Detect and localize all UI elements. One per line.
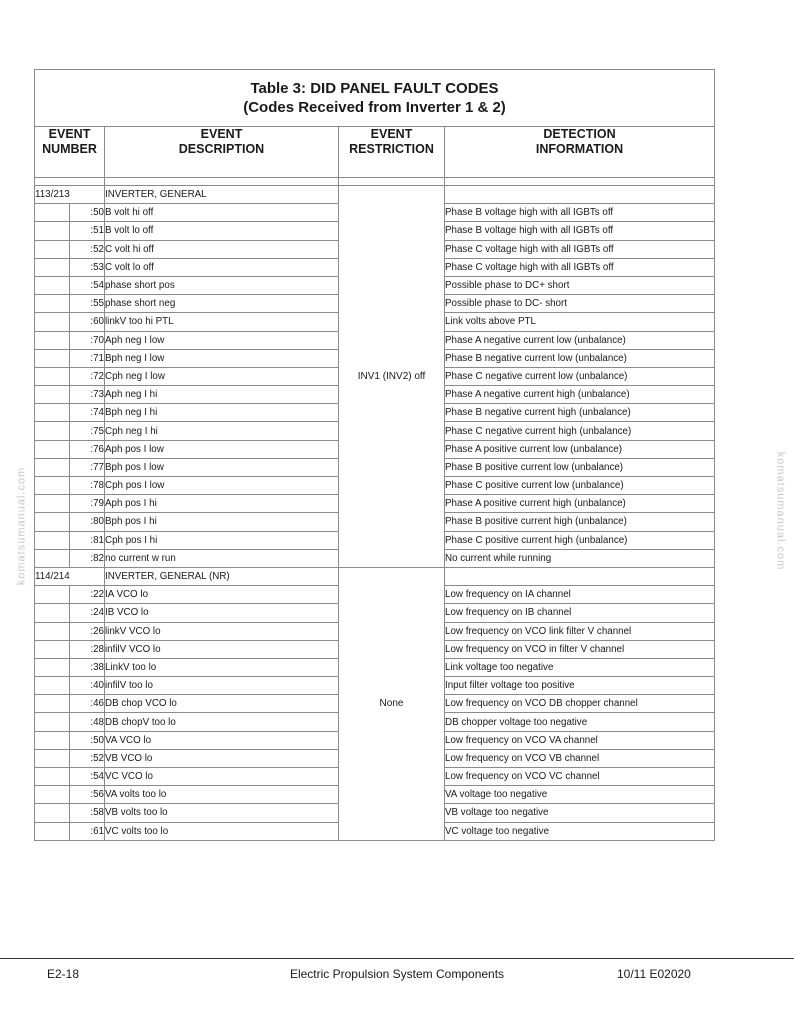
event-description: VC volts too lo	[105, 822, 339, 840]
detection-information: Phase B voltage high with all IGBTs off	[445, 222, 715, 240]
event-subcode: :77	[70, 458, 105, 476]
indent-cell	[35, 749, 70, 767]
detection-information: Input filter voltage too positive	[445, 677, 715, 695]
event-subcode: :56	[70, 786, 105, 804]
footer-divider	[0, 958, 794, 959]
event-subcode: :28	[70, 640, 105, 658]
event-description: B volt lo off	[105, 222, 339, 240]
detection-information: Phase C negative current low (unbalance)	[445, 367, 715, 385]
detection-information: Low frequency on IA channel	[445, 586, 715, 604]
event-subcode: :76	[70, 440, 105, 458]
event-subcode: :55	[70, 295, 105, 313]
header-event-number: EVENT NUMBER	[35, 127, 105, 178]
detection-information: Phase A negative current high (unbalance)	[445, 386, 715, 404]
event-subcode: :26	[70, 622, 105, 640]
detection-information: Low frequency on VCO DB chopper channel	[445, 695, 715, 713]
event-number: 114/214	[35, 567, 105, 585]
detection-information: Possible phase to DC- short	[445, 295, 715, 313]
event-subcode: :22	[70, 586, 105, 604]
detection-information: Phase A negative current low (unbalance)	[445, 331, 715, 349]
header-spacer-row	[35, 178, 715, 186]
detection-information	[445, 186, 715, 204]
detection-information: Phase B voltage high with all IGBTs off	[445, 204, 715, 222]
indent-cell	[35, 440, 70, 458]
event-description: Aph pos I low	[105, 440, 339, 458]
detection-information: Phase B positive current high (unbalance)	[445, 513, 715, 531]
indent-cell	[35, 586, 70, 604]
indent-cell	[35, 386, 70, 404]
event-description: B volt hi off	[105, 204, 339, 222]
detection-information: No current while running	[445, 549, 715, 567]
indent-cell	[35, 276, 70, 294]
indent-cell	[35, 513, 70, 531]
event-description: Cph pos I hi	[105, 531, 339, 549]
detection-information: Link volts above PTL	[445, 313, 715, 331]
indent-cell	[35, 313, 70, 331]
detection-information: Phase C voltage high with all IGBTs off	[445, 240, 715, 258]
indent-cell	[35, 731, 70, 749]
event-subcode: :52	[70, 240, 105, 258]
detection-information: Low frequency on VCO link filter V channel	[445, 622, 715, 640]
table-title-line-2: (Codes Received from Inverter 1 & 2)	[243, 99, 506, 116]
event-description: VB volts too lo	[105, 804, 339, 822]
event-subcode: :46	[70, 695, 105, 713]
indent-cell	[35, 222, 70, 240]
header-row	[35, 127, 715, 178]
event-description: DB chop VCO lo	[105, 695, 339, 713]
table-title-line-1: Table 3: DID PANEL FAULT CODES	[250, 80, 499, 97]
event-subcode: :54	[70, 276, 105, 294]
indent-cell	[35, 822, 70, 840]
event-number: 113/213	[35, 186, 105, 204]
indent-cell	[35, 622, 70, 640]
detection-information: VC voltage too negative	[445, 822, 715, 840]
indent-cell	[35, 786, 70, 804]
event-subcode: :54	[70, 768, 105, 786]
indent-cell	[35, 768, 70, 786]
header-event-restriction: EVENT RESTRICTION	[339, 127, 445, 178]
indent-cell	[35, 367, 70, 385]
detection-information: Phase A positive current low (unbalance)	[445, 440, 715, 458]
event-subcode: :78	[70, 477, 105, 495]
event-subcode: :53	[70, 258, 105, 276]
event-description: no current w run	[105, 549, 339, 567]
event-description: phase short pos	[105, 276, 339, 294]
event-description: Bph pos I hi	[105, 513, 339, 531]
event-subcode: :52	[70, 749, 105, 767]
event-description: C volt lo off	[105, 258, 339, 276]
event-description: linkV too hi PTL	[105, 313, 339, 331]
indent-cell	[35, 458, 70, 476]
event-subcode: :70	[70, 331, 105, 349]
footer-date-code: 10/11 E02020	[617, 967, 691, 981]
event-subcode: :71	[70, 349, 105, 367]
detection-information	[445, 567, 715, 585]
detection-information: Phase C negative current high (unbalance)	[445, 422, 715, 440]
event-description: infilV VCO lo	[105, 640, 339, 658]
event-description: VA volts too lo	[105, 786, 339, 804]
indent-cell	[35, 604, 70, 622]
detection-information: VA voltage too negative	[445, 786, 715, 804]
event-description: Aph neg I low	[105, 331, 339, 349]
event-restriction: None	[339, 567, 445, 840]
event-description: Cph neg I hi	[105, 422, 339, 440]
footer-title: Electric Propulsion System Components	[289, 967, 505, 981]
event-restriction: INV1 (INV2) off	[339, 186, 445, 568]
event-subcode: :82	[70, 549, 105, 567]
detection-information: DB chopper voltage too negative	[445, 713, 715, 731]
event-description: INVERTER, GENERAL (NR)	[105, 567, 339, 585]
event-description: VC VCO lo	[105, 768, 339, 786]
event-subcode: :72	[70, 367, 105, 385]
event-description: Bph neg I low	[105, 349, 339, 367]
event-subcode: :50	[70, 731, 105, 749]
event-subcode: :75	[70, 422, 105, 440]
indent-cell	[35, 477, 70, 495]
event-description: LinkV too lo	[105, 658, 339, 676]
group-row	[35, 567, 715, 585]
event-description: C volt hi off	[105, 240, 339, 258]
watermark-right: komatsumanual.com	[774, 451, 787, 571]
fault-codes-table	[34, 69, 715, 841]
event-subcode: :38	[70, 658, 105, 676]
detection-information: Phase C positive current high (unbalance)	[445, 531, 715, 549]
event-subcode: :79	[70, 495, 105, 513]
watermark-left: komatsumanual.com	[15, 466, 28, 586]
event-description: Cph pos I low	[105, 477, 339, 495]
indent-cell	[35, 658, 70, 676]
detection-information: Low frequency on VCO VA channel	[445, 731, 715, 749]
event-subcode: :50	[70, 204, 105, 222]
detection-information: Low frequency on VCO VB channel	[445, 749, 715, 767]
group-row	[35, 186, 715, 204]
detection-information: Link voltage too negative	[445, 658, 715, 676]
detection-information: Low frequency on VCO in filter V channel	[445, 640, 715, 658]
event-subcode: :40	[70, 677, 105, 695]
detection-information: Phase B negative current low (unbalance)	[445, 349, 715, 367]
event-description: infilV too lo	[105, 677, 339, 695]
indent-cell	[35, 404, 70, 422]
detection-information: Phase B positive current low (unbalance)	[445, 458, 715, 476]
event-description: Bph neg I hi	[105, 404, 339, 422]
event-subcode: :58	[70, 804, 105, 822]
event-subcode: :51	[70, 222, 105, 240]
event-description: IA VCO lo	[105, 586, 339, 604]
indent-cell	[35, 549, 70, 567]
event-subcode: :61	[70, 822, 105, 840]
indent-cell	[35, 531, 70, 549]
table-title	[35, 70, 715, 127]
event-subcode: :74	[70, 404, 105, 422]
event-description: VB VCO lo	[105, 749, 339, 767]
event-description: Bph pos I low	[105, 458, 339, 476]
indent-cell	[35, 677, 70, 695]
event-description: Aph neg I hi	[105, 386, 339, 404]
detection-information: Low frequency on IB channel	[445, 604, 715, 622]
detection-information: Possible phase to DC+ short	[445, 276, 715, 294]
detection-information: VB voltage too negative	[445, 804, 715, 822]
indent-cell	[35, 349, 70, 367]
event-description: phase short neg	[105, 295, 339, 313]
footer-page-number: E2-18	[47, 967, 80, 981]
indent-cell	[35, 295, 70, 313]
event-subcode: :73	[70, 386, 105, 404]
event-description: Cph neg I low	[105, 367, 339, 385]
header-event-description: EVENT DESCRIPTION	[105, 127, 339, 178]
event-description: linkV VCO lo	[105, 622, 339, 640]
indent-cell	[35, 422, 70, 440]
indent-cell	[35, 258, 70, 276]
event-description: Aph pos I hi	[105, 495, 339, 513]
indent-cell	[35, 495, 70, 513]
event-description: VA VCO lo	[105, 731, 339, 749]
indent-cell	[35, 640, 70, 658]
indent-cell	[35, 713, 70, 731]
indent-cell	[35, 804, 70, 822]
indent-cell	[35, 204, 70, 222]
event-subcode: :81	[70, 531, 105, 549]
event-subcode: :60	[70, 313, 105, 331]
detection-information: Phase C voltage high with all IGBTs off	[445, 258, 715, 276]
header-detection-information: DETECTION INFORMATION	[445, 127, 715, 178]
event-description: INVERTER, GENERAL	[105, 186, 339, 204]
detection-information: Phase B negative current high (unbalance)	[445, 404, 715, 422]
detection-information: Phase C positive current low (unbalance)	[445, 477, 715, 495]
detection-information: Phase A positive current high (unbalance)	[445, 495, 715, 513]
event-description: IB VCO lo	[105, 604, 339, 622]
indent-cell	[35, 240, 70, 258]
event-description: DB chopV too lo	[105, 713, 339, 731]
detection-information: Low frequency on VCO VC channel	[445, 768, 715, 786]
indent-cell	[35, 695, 70, 713]
event-subcode: :48	[70, 713, 105, 731]
event-subcode: :80	[70, 513, 105, 531]
event-subcode: :24	[70, 604, 105, 622]
indent-cell	[35, 331, 70, 349]
